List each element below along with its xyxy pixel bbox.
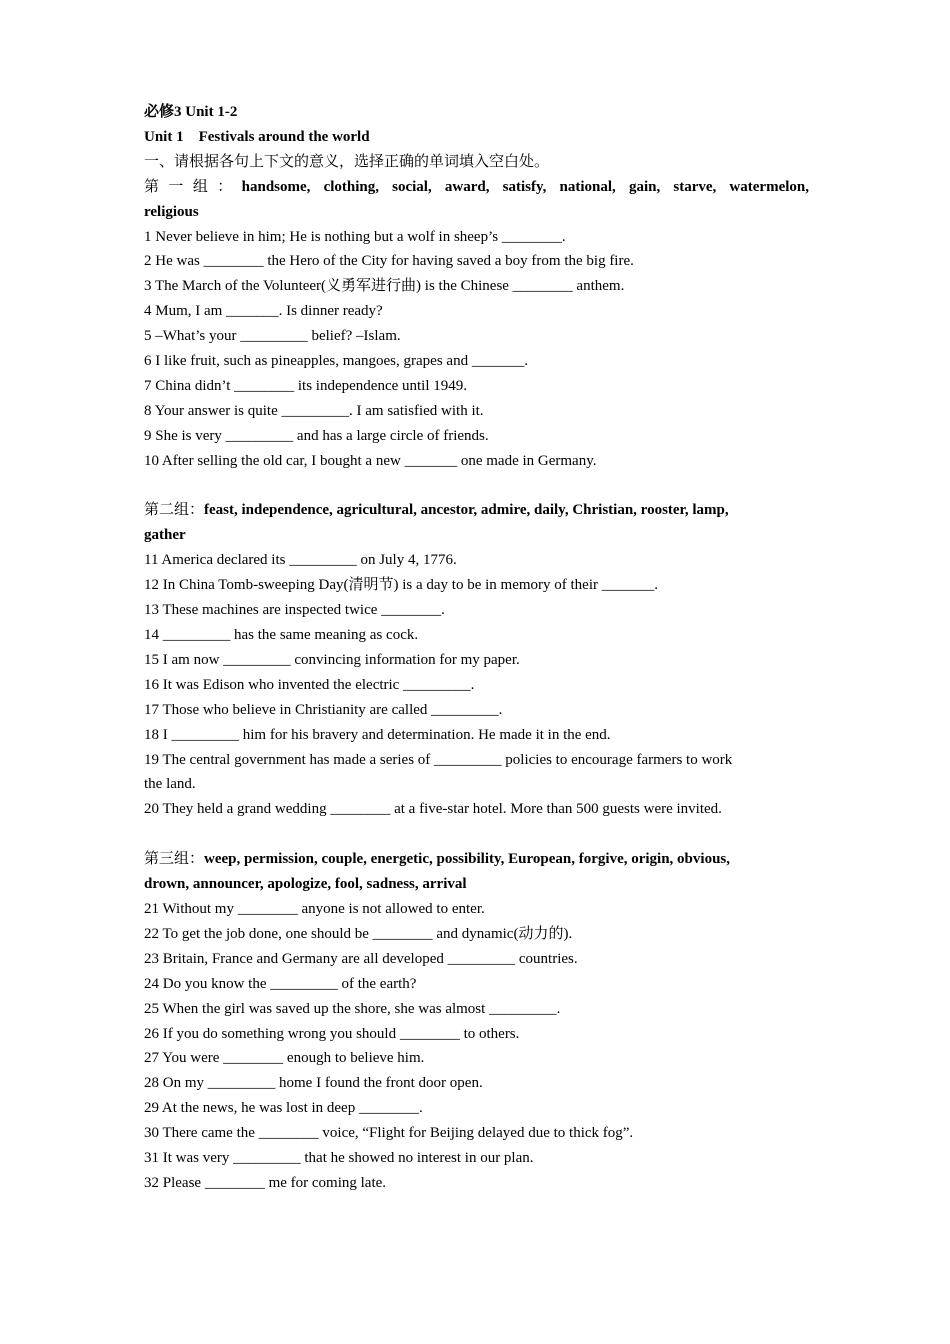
word-group-2 bbox=[144, 498, 809, 822]
word-list: weep, permission, couple, energetic, possibility, European, forgive, origin, obvious, bbox=[204, 851, 730, 868]
question-item: 24 Do you know the _________ of the earth? bbox=[144, 975, 417, 992]
question-item: 1 Never believe in him; He is nothing but a wolf in sheep’s ________. bbox=[144, 228, 566, 245]
instruction: 一、请根据各句上下文的意义，选择正确的单词填入空白处。 bbox=[144, 153, 550, 170]
word-list: feast, independence, agricultural, ancestor, admire, daily, Christian, rooster, lamp, bbox=[204, 502, 729, 519]
question-item: 26 If you do something wrong you should ________ to others. bbox=[144, 1025, 520, 1042]
question-item: 32 Please ________ me for coming late. bbox=[144, 1174, 387, 1191]
unit-title: Unit 1 Festivals around the world bbox=[144, 128, 370, 145]
word-list: handsome, clothing, social, award, satisfy, national, gain, starve, watermelon, bbox=[241, 178, 809, 195]
question-item: 2 He was ________ the Hero of the City for having saved a boy from the big fire. bbox=[144, 253, 634, 270]
question-item: 20 They held a grand wedding ________ at a five-star hotel. More than 500 guests were invited. bbox=[144, 801, 722, 818]
word-group-1 bbox=[144, 175, 809, 474]
question-item: 25 When the girl was saved up the shore, she was almost _________. bbox=[144, 1000, 561, 1017]
question-item: 12 In China Tomb-sweeping Day(清明节) is a day to be in memory of their _______. bbox=[144, 577, 658, 594]
word-list-continued: gather bbox=[144, 527, 186, 544]
question-item: 3 The March of the Volunteer(义勇军进行曲) is the Chinese ________ anthem. bbox=[144, 278, 625, 295]
question-item: 15 I am now _________ convincing information for my paper. bbox=[144, 651, 520, 668]
question-item: 22 To get the job done, one should be ________ and dynamic(动力的). bbox=[144, 925, 573, 942]
group-label: 第二组： bbox=[144, 502, 205, 519]
group-label: 第一组： bbox=[144, 178, 242, 195]
question-item: 27 You were ________ enough to believe him. bbox=[144, 1050, 425, 1067]
question-item: 6 I like fruit, such as pineapples, mangoes, grapes and _______. bbox=[144, 353, 529, 370]
question-item: 23 Britain, France and Germany are all developed _________ countries. bbox=[144, 950, 578, 967]
question-item: 16 It was Edison who invented the electric _________. bbox=[144, 676, 475, 693]
question-item: 11 America declared its _________ on July 4, 1776. bbox=[144, 552, 457, 569]
worksheet-page bbox=[144, 100, 809, 1196]
question-item: 31 It was very _________ that he showed no interest in our plan. bbox=[144, 1150, 534, 1167]
spacer bbox=[144, 474, 809, 499]
word-bank-1 bbox=[144, 175, 809, 200]
group-label: 第三组： bbox=[144, 851, 205, 868]
spacer bbox=[144, 822, 809, 847]
word-bank-3 bbox=[144, 847, 809, 872]
question-item-continued: the land. bbox=[144, 776, 196, 793]
question-item: 18 I _________ him for his bravery and determination. He made it in the end. bbox=[144, 726, 611, 743]
question-item: 28 On my _________ home I found the front door open. bbox=[144, 1075, 483, 1092]
word-group-3 bbox=[144, 847, 809, 1196]
question-item: 21 Without my ________ anyone is not allowed to enter. bbox=[144, 900, 485, 917]
question-item: 5 –What’s your _________ belief? –Islam. bbox=[144, 328, 401, 345]
question-item: 29 At the news, he was lost in deep ________. bbox=[144, 1100, 423, 1117]
question-item: 13 These machines are inspected twice ________. bbox=[144, 602, 445, 619]
word-list-continued: religious bbox=[144, 203, 199, 220]
question-item: 9 She is very _________ and has a large circle of friends. bbox=[144, 427, 489, 444]
word-list-continued: drown, announcer, apologize, fool, sadness, arrival bbox=[144, 876, 467, 893]
question-item: 30 There came the ________ voice, “Flight for Beijing delayed due to thick fog”. bbox=[144, 1125, 634, 1142]
question-item: 4 Mum, I am _______. Is dinner ready? bbox=[144, 303, 383, 320]
question-item: 19 The central government has made a series of _________ policies to encourage farmers to work bbox=[144, 751, 733, 768]
question-item: 10 After selling the old car, I bought a new _______ one made in Germany. bbox=[144, 452, 597, 469]
question-item: 7 China didn’t ________ its independence until 1949. bbox=[144, 377, 468, 394]
book-title: 必修3 Unit 1-2 bbox=[144, 104, 238, 120]
question-item: 8 Your answer is quite _________. I am satisfied with it. bbox=[144, 402, 484, 419]
question-item: 17 Those who believe in Christianity are called _________. bbox=[144, 701, 503, 718]
question-item: 14 _________ has the same meaning as cock. bbox=[144, 627, 419, 644]
word-bank-2 bbox=[144, 498, 809, 523]
